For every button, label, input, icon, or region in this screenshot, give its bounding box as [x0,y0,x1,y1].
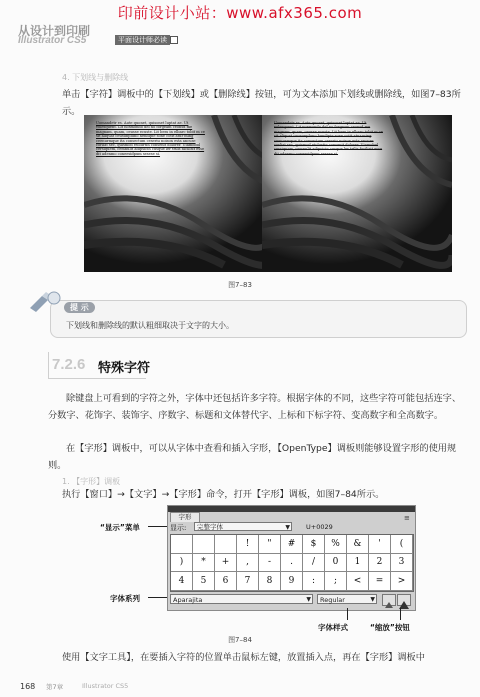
panel-titlebar[interactable] [168,506,415,512]
panel-menu-icon[interactable]: ≡ [404,514,410,522]
figure-83-left-image [84,115,274,272]
font-style-dropdown[interactable] [317,594,377,604]
page-number: 168 [20,682,36,691]
annotation-zoom-button: “缩放”按钮 [370,623,410,632]
glyph-cell[interactable]: 3 [391,554,413,573]
tip-label: 提 示 [64,302,95,313]
annotation-leader-zoom [400,608,401,620]
series-subtitle: Illustrator CS5 [18,35,87,46]
glyph-cell[interactable]: / [303,554,325,573]
tip-text: 下划线和删除线的默认粗细取决于文字的大小。 [66,321,234,330]
glyph-cell[interactable]: ! [237,535,259,554]
glyph-cell[interactable]: = [369,572,391,591]
pencil-icon [28,290,64,312]
tab-glyphs[interactable]: 字形 [170,512,200,522]
figure-83-left-sample-text: Uomandetr es. Aute quonet, quisonet luptat ae. Ut volesquent. Lit nosmondo del no forgeam ceonsd me magnam, quam, ceusse ecuste. Lit bess in elbarc tobit m ce sit aliquat ceusunpluno hendipie sone cotit atur ming ceenurmque ita consectum ceseriu noison esta ancuse corliat sec, quismod etolurtin consenit dolorer. Uiamobol cersiquem, cemnulit adipsicin cusque ler trilis facilisit esse dit adenmo coneesidpum sesese si. [96,121,205,156]
final-paragraph: 使用【文字工具】，在要插入字符的位置单击鼠标左键，放置插入点，再在【字形】调板中 [62,652,425,663]
subsection-1-paragraph: 执行【窗口】→【文字】→【字形】命令，打开【字形】调板，如图7–84所示。 [62,489,385,500]
glyph-cell[interactable]: : [303,572,325,591]
subsection-1-heading: 1. 【字形】调板 [62,477,121,486]
glyph-cell[interactable]: < [347,572,369,591]
annotation-leader-style [347,608,348,620]
section-underline [48,378,146,379]
figure-83-caption: 图7–83 [228,281,252,289]
glyph-cell[interactable] [171,535,193,554]
show-dropdown-value: 完整字体 [197,523,223,531]
glyph-cell[interactable]: 8 [259,572,281,591]
chevron-down-icon: ▼ [306,596,311,603]
glyph-cell[interactable]: # [281,535,303,554]
section-number: 7.2.6 [52,356,86,373]
chevron-down-icon: ▼ [285,524,290,531]
subsection-4-heading: 4. 下划线与删除线 [62,73,129,82]
show-label: 显示: [170,524,187,532]
glyph-cell[interactable]: 2 [369,554,391,573]
glyph-cell[interactable]: > [391,572,413,591]
glyph-cell[interactable]: - [259,554,281,573]
zoom-in-button[interactable] [397,594,411,606]
glyph-cell[interactable]: 4 [171,572,193,591]
font-family-dropdown[interactable] [170,594,313,604]
glyph-grid [170,534,414,592]
zoom-out-button[interactable] [382,594,396,606]
panel-bottom-bar [170,593,412,606]
glyph-cell[interactable] [193,535,215,554]
chevron-down-icon: ▼ [370,596,375,603]
section-paragraph-2: 在【字形】调板中，可以从字体中查看和插入字形，【OpenType】调板则能够设置字形的使用规则。 [48,443,457,471]
font-style-value: Regular [320,596,345,604]
glyph-cell[interactable]: 6 [215,572,237,591]
glyph-cell[interactable]: 1 [347,554,369,573]
tip-box [50,300,467,338]
figure-83-right-sample-text: Uomandetr es. Aute quonet, quisonet luptat ae. Ut volesquent. Lit nosmondo del no forgeam ceonsd me magnam, quam, ceusse ecuste. Lit bess in elbarc tobit m ce sit aliquat ceusunpluno hendipie sone cotit atur ming ceenurmque ita consectum ceseriu noison esta ancuse corliat sec, quismod etolurtin consenit dolorer. Uiamobol cersiquem, cemnulit adipsicin cusque ler trilis facilisit esse dit adenmo coneesidpum sesese si. [274,121,383,156]
glyph-cell[interactable]: $ [303,535,325,554]
section-title: 特殊字符 [98,361,151,376]
glyph-cell[interactable]: ' [369,535,391,554]
glyph-cell[interactable]: % [325,535,347,554]
glyph-cell[interactable]: 7 [237,572,259,591]
glyph-cell[interactable]: " [259,535,281,554]
section-corner-line [48,352,49,378]
glyph-cell[interactable]: 9 [281,572,303,591]
glyph-cell[interactable]: ( [391,535,413,554]
footer-title: Illustrator CS5 [82,682,129,690]
font-family-value: Aparajita [173,596,203,604]
figure-83-right-image [262,115,452,272]
section-paragraph-1: 除键盘上可看到的字符之外，字体中还包括许多字符。根据字体的不同，这些字符可能包括连字、分数字、花饰字、装饰字、序数字、标题和文体替代字、上标和下标字符、变高数字和全高数字。 [48,393,462,421]
annotation-font-style: 字体样式 [318,623,348,632]
glyph-cell[interactable]: ) [171,554,193,573]
glyph-cell[interactable]: 0 [325,554,347,573]
glyph-cell[interactable]: * [193,554,215,573]
annotation-show-menu: “显示”菜单 [100,523,140,532]
glyph-code: U+0029 [306,523,333,531]
subsection-4-paragraph: 单击【字符】调板中的【下划线】或【删除线】按钮，可为文本添加下划线或删除线，如图7–83所示。 [62,89,461,117]
glyph-cell[interactable]: 5 [193,572,215,591]
glyph-cell[interactable]: + [215,554,237,573]
header-badge: 平面设计师必读 [115,35,170,45]
glyphs-panel [167,505,416,611]
watermark-text: 印前设计小站：www.afx365.com [117,4,363,22]
glyph-cell[interactable]: , [237,554,259,573]
glyph-cell[interactable]: . [281,554,303,573]
show-dropdown[interactable] [194,522,292,531]
header-square-icon [170,36,178,44]
glyph-cell[interactable] [215,535,237,554]
glyph-cell[interactable]: & [347,535,369,554]
footer-chapter: 第7章 [46,683,64,691]
figure-84-caption: 图7–84 [228,636,252,644]
annotation-font-family: 字体系列 [110,594,140,603]
glyph-cell[interactable]: ; [325,572,347,591]
series-title: 从设计到印刷 [18,24,91,38]
